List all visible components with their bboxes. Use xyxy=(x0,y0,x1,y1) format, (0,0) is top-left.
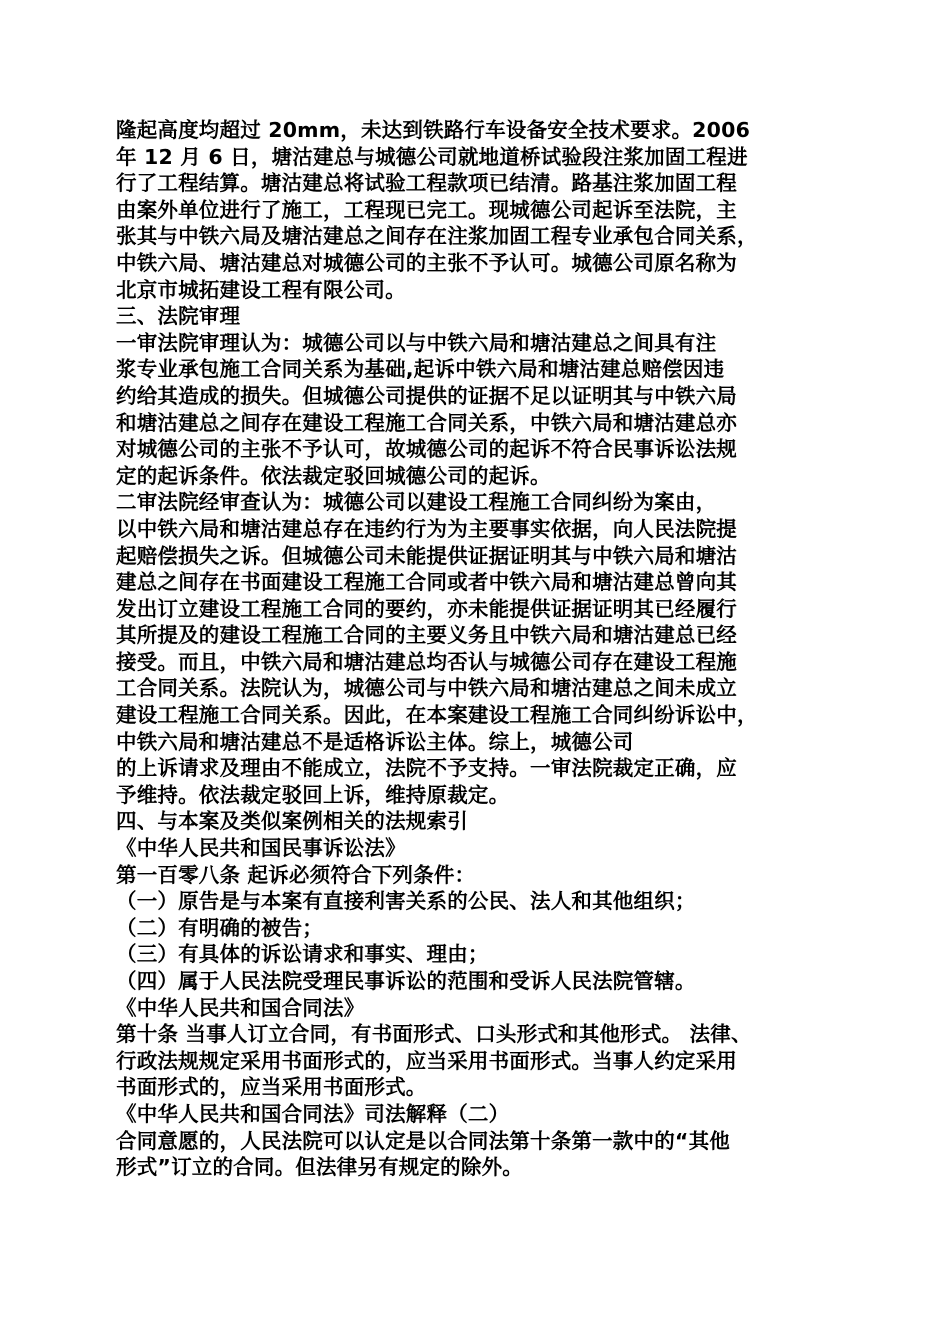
text-line: 行政法规规定采用书面形式的，应当采用书面形式。当事人约定采用 xyxy=(116,1048,737,1073)
text-line: 约给其造成的损失。但城德公司提供的证据不足以证明其与中铁六局 xyxy=(116,383,737,408)
text-line: 《中华人民共和国合同法》司法解释（二） xyxy=(116,1101,510,1126)
text-line: 书面形式的，应当采用书面形式。 xyxy=(116,1075,427,1100)
text-line: 张其与中铁六局及塘沽建总之间存在注浆加固工程专业承包合同关系， xyxy=(116,224,758,249)
text-line: 三、法院审理 xyxy=(116,304,241,329)
text-line: 年 12 月 6 日，塘沽建总与城德公司就地道桥试验段注浆加固工程进 xyxy=(116,144,748,169)
text-line: 工合同关系。法院认为，城德公司与中铁六局和塘沽建总之间未成立 xyxy=(116,676,737,701)
text-line: （一）原告是与本案有直接利害关系的公民、法人和其他组织； xyxy=(116,889,696,914)
text-line: 《中华人民共和国合同法》 xyxy=(116,995,365,1020)
text-line: （三）有具体的诉讼请求和事实、理由； xyxy=(116,942,489,967)
text-line: 建设工程施工合同关系。因此，在本案建设工程施工合同纠纷诉讼中， xyxy=(116,703,758,728)
text-line: 浆专业承包施工合同关系为基础,起诉中铁六局和塘沽建总赔偿因违 xyxy=(116,357,725,382)
text-line: 中铁六局和塘沽建总不是适格诉讼主体。综上，城德公司 xyxy=(116,729,634,754)
text-line: 形式”订立的合同。但法律另有规定的除外。 xyxy=(116,1155,523,1180)
text-line: 和塘沽建总之间存在建设工程施工合同关系，中铁六局和塘沽建总亦 xyxy=(116,410,737,435)
text-line: 定的起诉条件。依法裁定驳回城德公司的起诉。 xyxy=(116,463,551,488)
text-line: 对城德公司的主张不予认可，故城德公司的起诉不符合民事诉讼法规 xyxy=(116,437,737,462)
text-line: 四、与本案及类似案例相关的法规索引 xyxy=(116,809,468,834)
text-line: 起赔偿损失之诉。但城德公司未能提供证据证明其与中铁六局和塘沽 xyxy=(116,543,737,568)
text-line: 一审法院审理认为：城德公司以与中铁六局和塘沽建总之间具有注 xyxy=(116,330,717,355)
text-line: 中铁六局、塘沽建总对城德公司的主张不予认可。城德公司原名称为 xyxy=(116,250,737,275)
text-line: 隆起高度均超过 20mm，未达到铁路行车设备安全技术要求。2006 xyxy=(116,118,751,142)
text-line: 以中铁六局和塘沽建总存在违约行为为主要事实依据，向人民法院提 xyxy=(116,516,737,541)
text-line: 建总之间存在书面建设工程施工合同或者中铁六局和塘沽建总曾向其 xyxy=(116,570,737,595)
text-line: 《中华人民共和国民事诉讼法》 xyxy=(116,836,406,861)
text-line: 合同意愿的，人民法院可以认定是以合同法第十条第一款中的“其他 xyxy=(116,1128,730,1153)
text-line: 其所提及的建设工程施工合同的主要义务且中铁六局和塘沽建总已经 xyxy=(116,623,737,648)
text-line: 第十条 当事人订立合同，有书面形式、口头形式和其他形式。 法律、 xyxy=(116,1022,752,1047)
text-line: 的上诉请求及理由不能成立，法院不予支持。一审法院裁定正确，应 xyxy=(116,756,737,781)
text-line: 发出订立建设工程施工合同的要约，亦未能提供证据证明其已经履行 xyxy=(116,596,737,621)
text-line: 北京市城拓建设工程有限公司。 xyxy=(116,277,406,302)
text-line: 二审法院经审查认为：城德公司以建设工程施工合同纠纷为案由， xyxy=(116,490,717,515)
text-line: （四）属于人民法院受理民事诉讼的范围和受诉人民法院管辖。 xyxy=(116,969,696,993)
text-line: 接受。而且，中铁六局和塘沽建总均否认与城德公司存在建设工程施 xyxy=(116,649,737,674)
text-line: 由案外单位进行了施工，工程现已完工。现城德公司起诉至法院，主 xyxy=(116,197,737,222)
document-body xyxy=(116,117,846,1181)
text-line: （二）有明确的被告； xyxy=(116,915,323,940)
text-line: 第一百零八条 起诉必须符合下列条件： xyxy=(116,862,476,887)
text-line: 予维持。依法裁定驳回上诉，维持原裁定。 xyxy=(116,782,510,807)
text-line: 行了工程结算。塘沽建总将试验工程款项已结清。路基注浆加固工程 xyxy=(116,171,737,196)
